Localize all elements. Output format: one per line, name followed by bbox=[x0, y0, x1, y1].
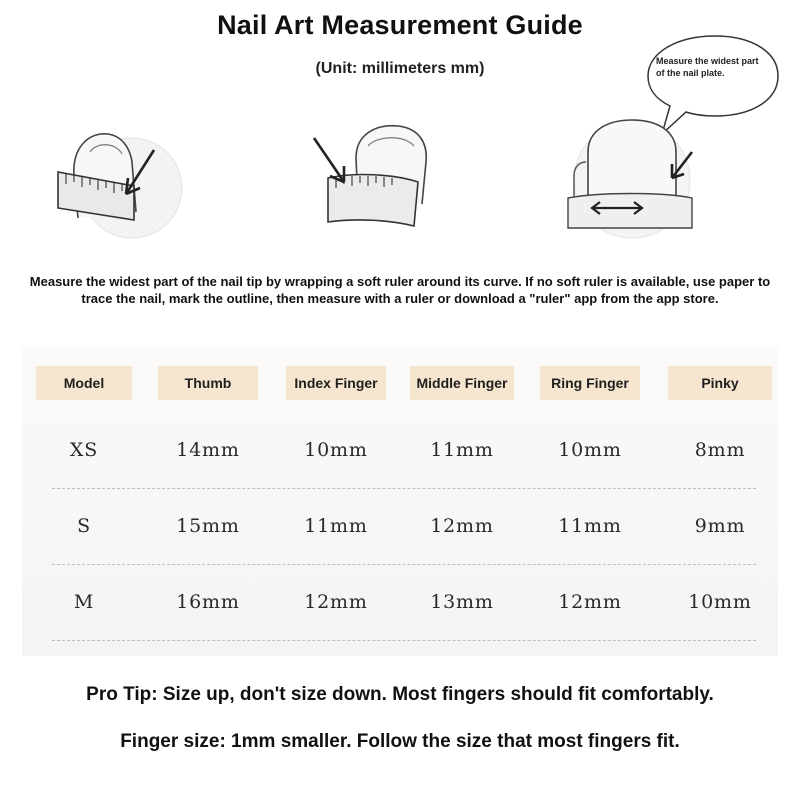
row-ring-finger: 11mm bbox=[558, 515, 622, 537]
row-divider bbox=[52, 488, 756, 489]
row-divider bbox=[52, 640, 756, 641]
page-title: Nail Art Measurement Guide bbox=[217, 10, 583, 40]
row-pinky: 9mm bbox=[694, 515, 746, 537]
row-middle-finger: 12mm bbox=[430, 515, 494, 537]
header-pinky: Pinky bbox=[668, 366, 772, 400]
header-model: Model bbox=[36, 366, 132, 400]
row-pinky: 10mm bbox=[688, 591, 752, 613]
row-thumb: 15mm bbox=[176, 515, 240, 537]
nail-width-arrow-icon bbox=[560, 108, 730, 258]
header-ring-finger: Ring Finger bbox=[540, 366, 640, 400]
row-divider bbox=[52, 564, 756, 565]
measuring-instructions: Measure the widest part of the nail tip by wrapping a soft ruler around its curve. If no soft ruler is available, use paper to trace the nail, mark the outline, then measure with a ruler or download a "ruler" app from the app store. bbox=[29, 274, 771, 306]
row-ring-finger: 10mm bbox=[558, 439, 622, 461]
callout-text: Measure the widest part of the nail plate. bbox=[656, 56, 759, 78]
ruler-on-thumb-icon bbox=[30, 108, 200, 258]
ruler-on-finger-icon bbox=[304, 108, 474, 258]
row-index-finger: 12mm bbox=[304, 591, 368, 613]
header-index-finger: Index Finger bbox=[286, 366, 386, 400]
row-pinky: 8mm bbox=[694, 439, 746, 461]
row-middle-finger: 13mm bbox=[430, 591, 494, 613]
unit-subtitle: (Unit: millimeters mm) bbox=[315, 60, 485, 77]
row-thumb: 16mm bbox=[176, 591, 240, 613]
pro-tip: Pro Tip: Size up, don't size down. Most fingers should fit comfortably. bbox=[86, 684, 714, 705]
row-thumb: 14mm bbox=[176, 439, 240, 461]
row-ring-finger: 12mm bbox=[558, 591, 622, 613]
row-index-finger: 11mm bbox=[304, 515, 368, 537]
header-middle-finger: Middle Finger bbox=[410, 366, 514, 400]
row-model: S bbox=[77, 515, 91, 537]
row-model: M bbox=[73, 591, 95, 613]
table-row bbox=[22, 506, 778, 546]
row-model: XS bbox=[69, 439, 99, 461]
row-index-finger: 10mm bbox=[304, 439, 368, 461]
header-thumb: Thumb bbox=[158, 366, 258, 400]
table-row bbox=[22, 582, 778, 622]
row-middle-finger: 11mm bbox=[430, 439, 494, 461]
table-row bbox=[22, 430, 778, 470]
finger-size-tip: Finger size: 1mm smaller. Follow the size that most fingers fit. bbox=[120, 731, 680, 752]
